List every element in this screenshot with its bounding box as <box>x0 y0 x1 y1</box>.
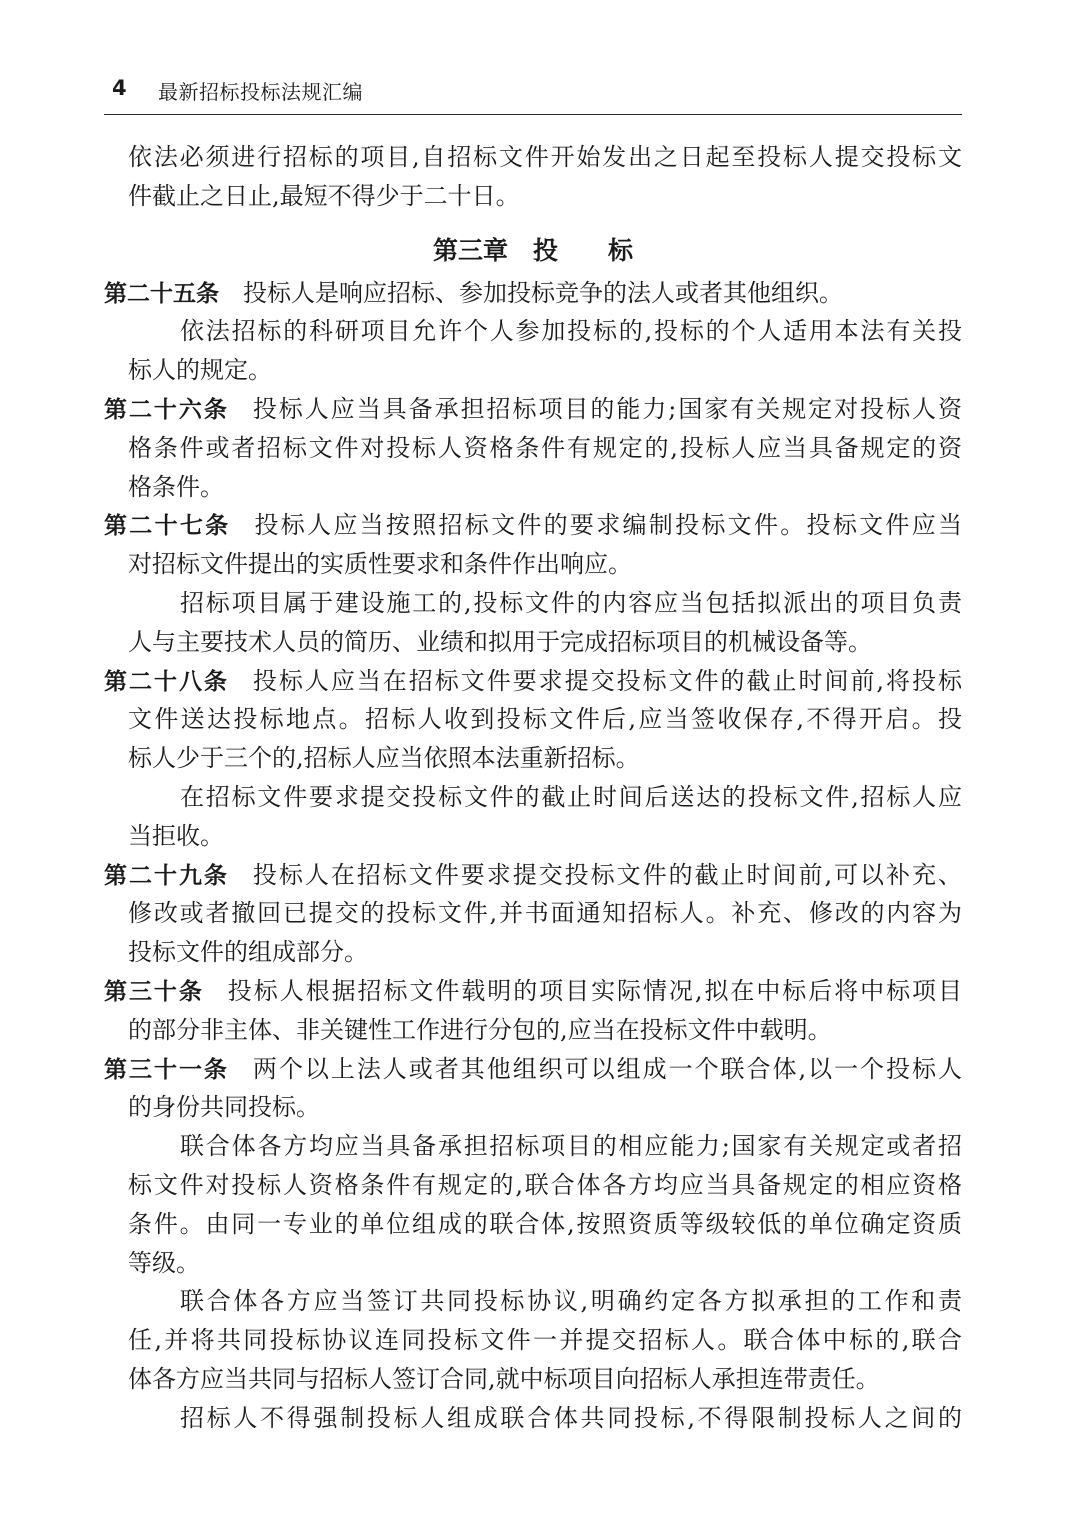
article-text: 投标人应当具备承担招标项目的能力;国家有关规定对投标人资 <box>252 394 962 423</box>
text-line: 文件送达投标地点。招标人收到投标文件后,应当签收保存,不得开启。投 <box>128 705 962 734</box>
text-line: 任,并将共同投标协议连同投标文件一并提交招标人。联合体中标的,联合 <box>128 1326 962 1355</box>
article-29-line <box>104 856 962 895</box>
article-30-line <box>104 972 962 1011</box>
text-line: 联合体各方应当签订共同投标协议,明确约定各方拟承担的工作和责 <box>180 1287 962 1316</box>
text-line: 依法必须进行招标的项目,自招标文件开始发出之日起至投标人提交投标文 <box>128 143 962 171</box>
running-head <box>104 70 962 112</box>
page-number: 4 <box>112 76 127 100</box>
text-line: 格条件。 <box>128 472 224 501</box>
article-number: 第三十一条 <box>104 1056 229 1083</box>
article-number: 第二十九条 <box>104 862 229 889</box>
article-31-line <box>104 1050 962 1089</box>
text-line: 人与主要技术人员的简历、业绩和拟用于完成招标项目的机械设备等。 <box>128 627 872 656</box>
text-line: 联合体各方均应当具备承担招标项目的相应能力;国家有关规定或者招 <box>180 1132 962 1161</box>
article-text: 投标人根据招标文件载明的项目实际情况,拟在中标后将中标项目 <box>227 976 962 1005</box>
chapter-title: 第三章 投 标 <box>432 235 633 265</box>
text-line: 招标项目属于建设施工的,投标文件的内容应当包括拟派出的项目负责 <box>180 588 962 617</box>
text-line: 条件。由同一专业的单位组成的联合体,按照资质等级较低的单位确定资质 <box>128 1209 962 1238</box>
text-line: 标文件对投标人资格条件有规定的,联合体各方均应当具备规定的相应资格 <box>128 1170 962 1199</box>
text-line: 招标人不得强制投标人组成联合体共同投标,不得限制投标人之间的 <box>180 1403 962 1432</box>
article-text: 投标人在招标文件要求提交投标文件的截止时间前,可以补充、 <box>252 860 962 889</box>
text-line: 标人少于三个的,招标人应当依照本法重新招标。 <box>128 744 640 773</box>
header-rule <box>104 114 962 115</box>
text-line: 当拒收。 <box>128 821 224 850</box>
text-line: 修改或者撤回已提交的投标文件,并书面通知招标人。补充、修改的内容为 <box>128 899 962 928</box>
text-line: 的部分非主体、非关键性工作进行分包的,应当在投标文件中载明。 <box>128 1015 832 1044</box>
article-number: 第三十条 <box>104 978 204 1005</box>
article-text: 投标人应当在招标文件要求提交投标文件的截止时间前,将投标 <box>252 666 962 695</box>
page-body <box>104 138 962 1438</box>
article-27-line <box>104 506 962 545</box>
book-title: 最新招标投标法规汇编 <box>158 80 363 104</box>
text-line: 对招标文件提出的实质性要求和条件作出响应。 <box>128 550 632 579</box>
text-line: 投标文件的组成部分。 <box>128 938 368 967</box>
article-26-line <box>104 390 962 429</box>
article-number: 第二十八条 <box>104 668 229 695</box>
article-25-line <box>104 274 962 313</box>
text-line: 标人的规定。 <box>128 356 272 385</box>
text-line: 体各方应当共同与招标人签订合同,就中标项目向招标人承担连带责任。 <box>128 1364 880 1393</box>
article-28-line <box>104 662 962 701</box>
text-line: 的身份共同投标。 <box>128 1093 320 1122</box>
text-line: 在招标文件要求提交投标文件的截止时间后送达的投标文件,招标人应 <box>180 782 962 811</box>
article-number: 第二十七条 <box>104 513 231 540</box>
text-line: 格条件或者招标文件对投标人资格条件有规定的,投标人应当具备规定的资 <box>128 433 962 462</box>
article-text: 两个以上法人或者其他组织可以组成一个联合体,以一个投标人 <box>252 1054 962 1083</box>
article-number: 第二十六条 <box>104 396 229 423</box>
article-text: 投标人是响应招标、参加投标竞争的法人或者其他组织。 <box>243 278 843 307</box>
text-line: 依法招标的科研项目允许个人参加投标的,投标的个人适用本法有关投 <box>180 317 962 346</box>
text-line: 等级。 <box>128 1248 200 1277</box>
article-number: 第二十五条 <box>104 280 219 307</box>
text-line: 件截止之日止,最短不得少于二十日。 <box>128 181 520 210</box>
article-text: 投标人应当按照招标文件的要求编制投标文件。投标文件应当 <box>254 511 962 540</box>
